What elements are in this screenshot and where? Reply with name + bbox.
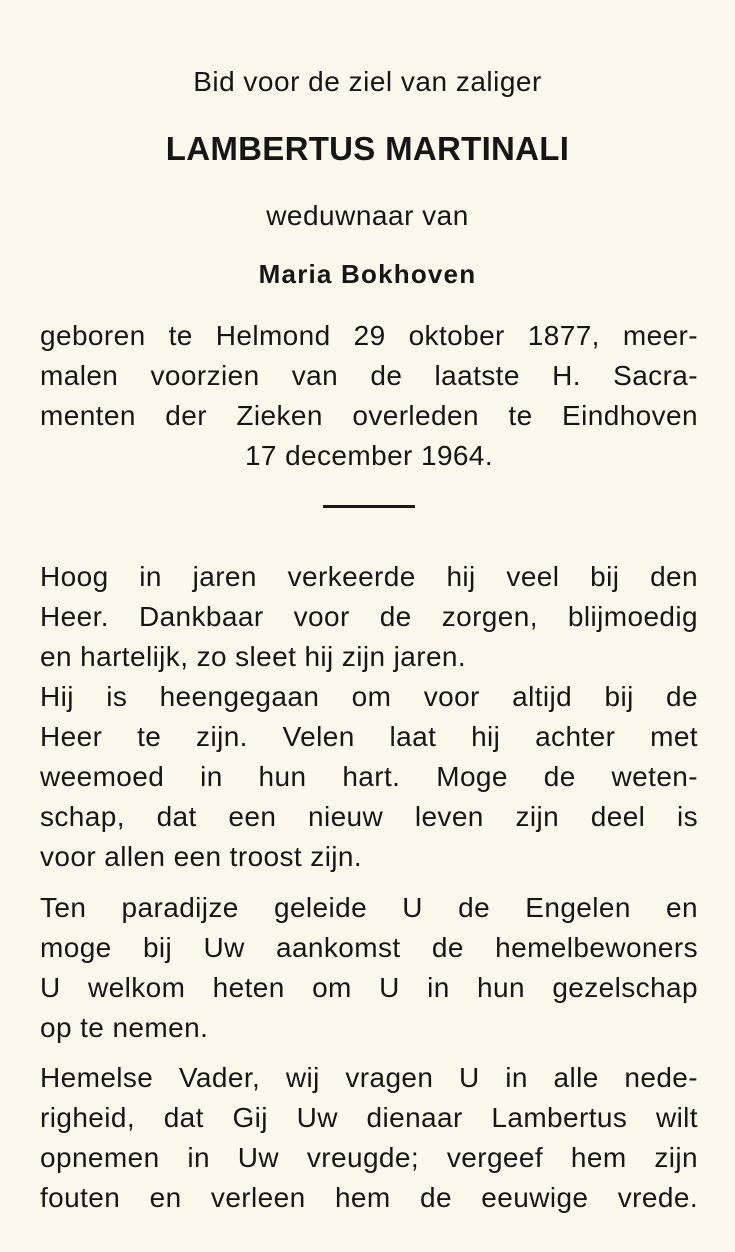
paragraph-line: opnemen in Uw vreugde; vergeef hem zijn [40,1142,698,1173]
paragraph-line: Hij is heengegaan om voor altijd bij de [40,681,698,712]
biography-line: menten der Zieken overleden te Eindhoven [40,400,698,431]
biography-line: 17 december 1964. [244,440,494,471]
paragraph-line: weemoed in hun hart. Moge de weten- [40,761,698,792]
paragraph-line: moge bij Uw aankomst de hemelbewoners [40,932,698,963]
prayer-intro: Bid voor de ziel van zaliger [193,66,542,97]
divider [323,505,415,508]
paragraph-line: Hemelse Vader, wij vragen U in alle nede- [40,1062,698,1093]
paragraph-line: righeid, dat Gij Uw dienaar Lambertus wilt [40,1102,698,1133]
paragraph-line: schap, dat een nieuw leven zijn deel is [40,801,698,832]
paragraph-line: Ten paradijze geleide U de Engelen en [40,892,698,923]
paragraph-line: en hartelijk, zo sleet hij zijn jaren. [40,641,467,672]
paragraph-line: U welkom heten om U in hun gezelschap [40,972,698,1003]
widower-of-label: weduwnaar van [266,200,469,231]
biography-line: malen voorzien van de laatste H. Sacra- [40,360,698,391]
paragraph-line: voor allen een troost zijn. [40,841,363,872]
paragraph-line: Heer te zijn. Velen laat hij achter met [40,721,698,752]
paragraph-line: fouten en verleen hem de eeuwige vrede. [40,1182,698,1213]
deceased-name: LAMBERTUS MARTINALI [165,130,570,167]
paragraph-line: Hoog in jaren verkeerde hij veel bij den [40,561,698,592]
biography-line: geboren te Helmond 29 oktober 1877, meer- [40,320,698,351]
spouse-name: Maria Bokhoven [258,259,477,289]
paragraph-line: op te nemen. [40,1012,209,1043]
paragraph-line: Heer. Dankbaar voor de zorgen, blijmoedig [40,601,698,632]
